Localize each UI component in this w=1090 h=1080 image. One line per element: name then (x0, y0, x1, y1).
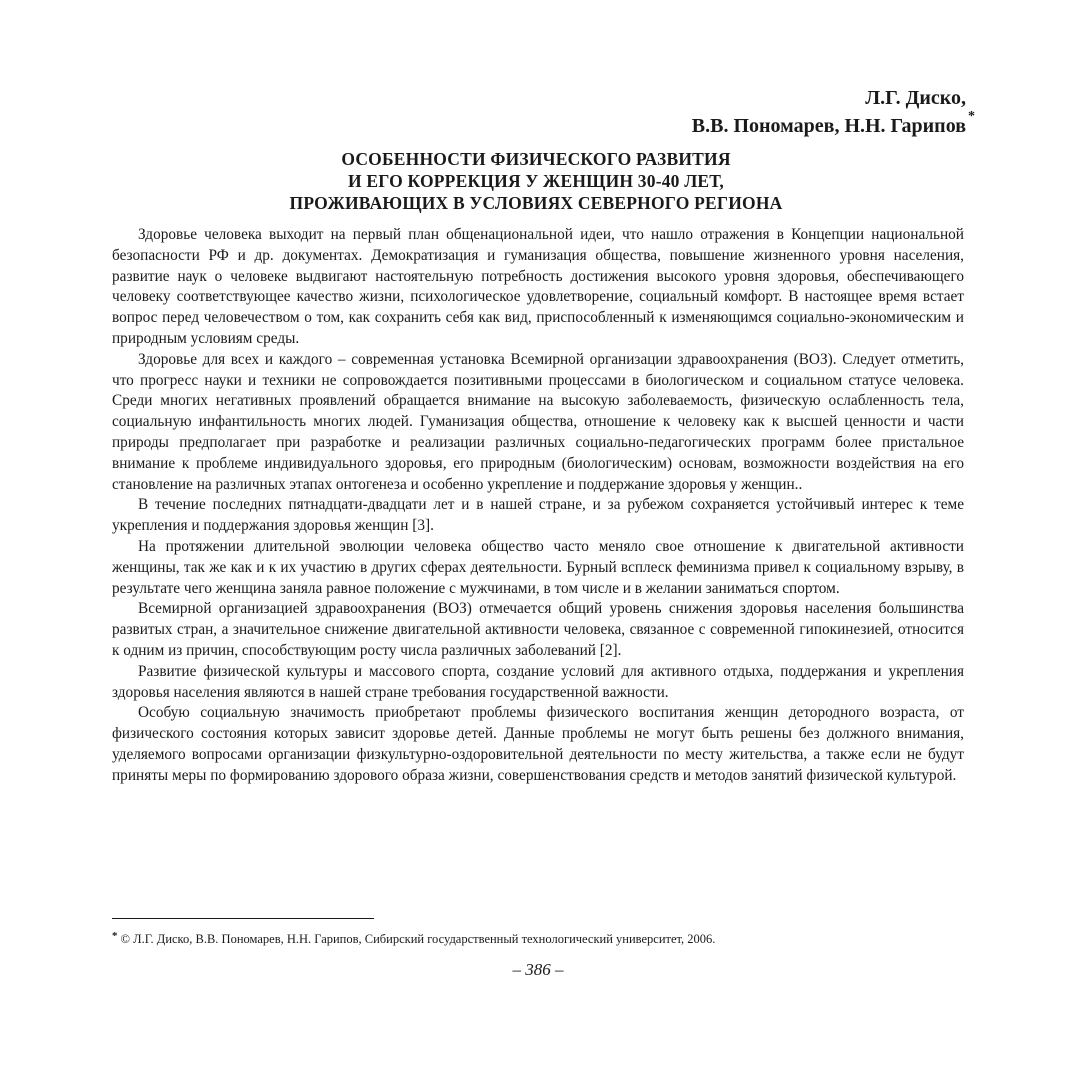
footnote (112, 931, 964, 948)
author-line-2-text: В.В. Пономарев, Н.Н. Гарипов (691, 115, 966, 137)
page-number: – 386 – (512, 960, 564, 979)
title-line-2: И ЕГО КОРРЕКЦИЯ У ЖЕНЩИН 30-40 ЛЕТ, (347, 171, 725, 191)
footnote-divider (112, 918, 374, 919)
author-block (691, 84, 975, 140)
paragraph-4: На протяжении длительной эволюции человека общество часто меняло свое отношение к двигательной активности женщины, так же как и к их участию в других сферах деятельности. Бурный всплеск феминизма привел к социальному взрыву, в результате чего женщина заняла равное положение с мужчинами, в том числе и в желании заниматься спортом. (112, 537, 964, 597)
paragraph-5: Всемирной организацией здравоохранения (ВОЗ) отмечается общий уровень снижения здоровья населения большинства развитых стран, а значительное снижение двигательной активности человека, связанное с современной гипокинезией, относится к одним из причин, способствующим росту числа различных заболеваний [2]. (112, 600, 964, 659)
footnote-marker: * (112, 930, 118, 942)
footnote-text: © Л.Г. Диско, В.В. Пономарев, Н.Н. Гарипов, Сибирский государственный технологический университет, 2006. (120, 932, 716, 946)
paragraph-3: В течение последних пятнадцати-двадцати лет и в нашей стране, и за рубежом сохраняется устойчивый интерес к теме укрепления и поддержания здоровья женщин [3]. (112, 496, 964, 535)
article-body (112, 225, 964, 787)
author-line-1: Л.Г. Диско, (865, 87, 966, 109)
paragraph-7: Особую социальную значимость приобретают проблемы физического воспитания женщин детородного возраста, от физического состояния которых зависит здоровье детей. Данные проблемы не могут быть решены без должного внимания, уделяемого вопросами организации физкультурно-оздоровительной деятельности по месту жительства, а также если не будут приняты меры по формированию здорового образа жизни, совершенствования средств и методов занятий физической культурой. (112, 704, 964, 784)
paragraph-1: Здоровье человека выходит на первый план общенациональной идеи, что нашло отражения в Концепции национальной безопасности РФ и др. документах. Демократизация и гуманизация общества, повышение жизненного уровня населения, развитие наук о человеке выдвигают настоятельную потребность достижения высокого уровня здоровья, обеспечивающего человеку соответствующее качество жизни, психологическое удовлетворение, социальный комфорт. В настоящее время встает вопрос перед человечеством о том, как сохранить себя как вид, приспособленный к изменяющимся социально-экономическим и природным условиям среды. (112, 226, 964, 347)
author-line-2 (691, 109, 975, 140)
title-line-1: ОСОБЕННОСТИ ФИЗИЧЕСКОГО РАЗВИТИЯ (341, 149, 731, 169)
paragraph-2: Здоровье для всех и каждого – современная установка Всемирной организации здравоохранения (ВОЗ). Следует отметить, что прогресс науки и техники не сопровождается позитивными процессами в биологическом и социальном статусе человека. Среди многих негативных проявлений обращается внимание на высокую заболеваемость, физическую ослабленность тела, социальную инфантильность многих людей. Гуманизация общества, отношение к человеку как к высшей ценности и части природы предполагает при разработке и реализации различных социально-педагогических программ более пристальное внимание к проблеме индивидуального здоровья, его природным (биологическим) основам, возможности воздействия на его становление на различных этапах онтогенеза и особенно укрепление и поддержание здоровья у женщин.. (112, 350, 964, 493)
article-title (110, 148, 962, 214)
title-line-3: ПРОЖИВАЮЩИХ В УСЛОВИЯХ СЕВЕРНОГО РЕГИОНА (289, 193, 783, 213)
author-footnote-marker: * (968, 109, 975, 124)
paragraph-6: Развитие физической культуры и массового спорта, создание условий для активного отдыха, поддержания и укрепления здоровья населения являются в нашей стране требования государственной важности. (112, 662, 964, 701)
